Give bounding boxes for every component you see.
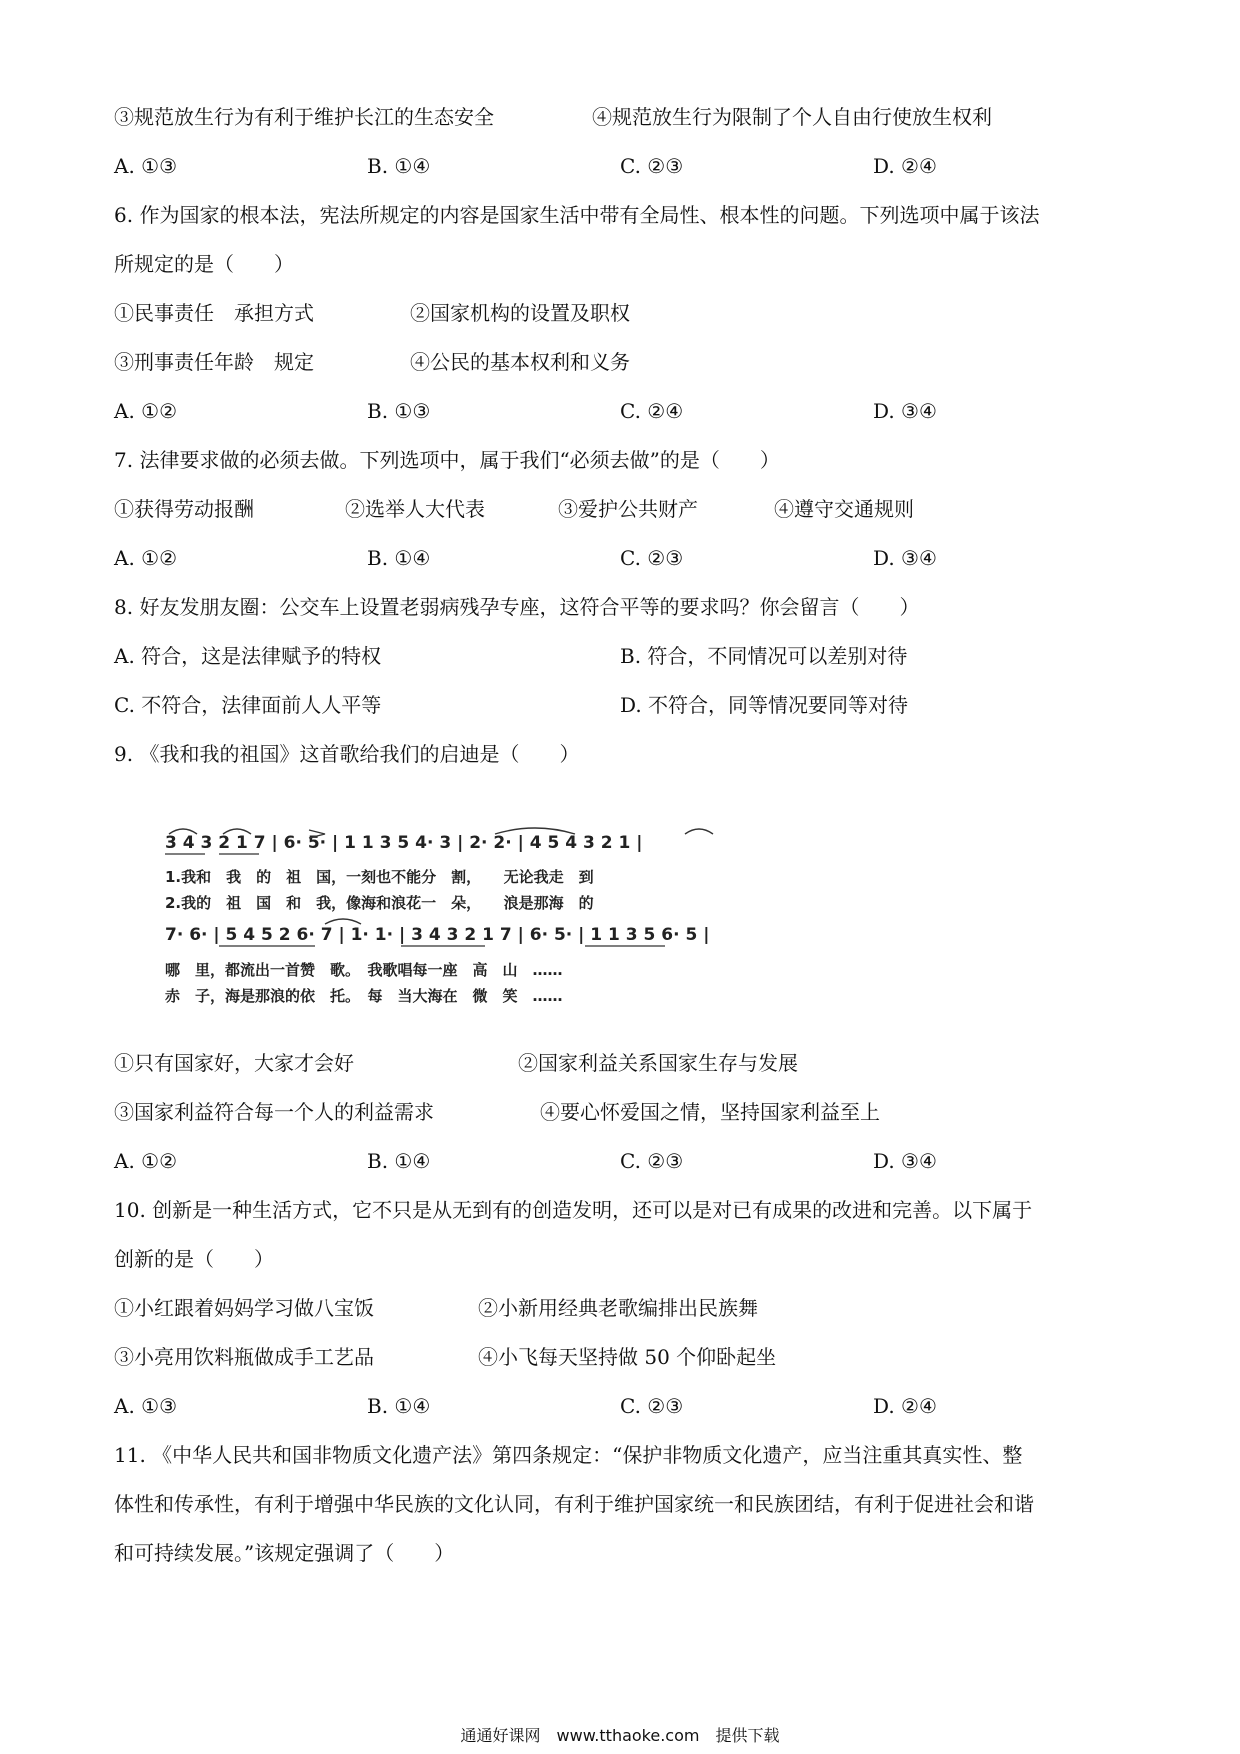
q9-option-b: B. ①④ xyxy=(367,1149,431,1173)
q6-statement-1: ①民事责任 承担方式 xyxy=(114,301,314,325)
q6-statement-2: ②国家机构的设置及职权 xyxy=(410,301,630,325)
score-notes-row-2: 7· 6· | 5 4 5 2 6· 7 | 1· 1· | 3 4 3 2 1 7 | 6· 5· | 1 1 3 5 6· 5 | xyxy=(165,925,710,945)
q9-statement-3: ③国家利益符合每一个人的利益需求 xyxy=(114,1100,434,1124)
q5-option-c: C. ②③ xyxy=(620,154,684,178)
q9-option-a: A. ①② xyxy=(114,1149,178,1173)
q9-statement-1: ①只有国家好，大家才会好 xyxy=(114,1051,354,1075)
q5-option-d: D. ②④ xyxy=(873,154,937,178)
q10-option-d: D. ②④ xyxy=(873,1394,937,1418)
q10-stem-line-2: 创新的是（ ） xyxy=(114,1247,274,1271)
score-notes-row-1: 3 4 3 2 1 7 | 6· 5· | 1 1 3 5 4· 3 | 2· 2· | 4 5 4 3 2 1 | xyxy=(165,833,643,853)
q6-option-d: D. ③④ xyxy=(873,399,937,423)
score-lyric-verse-1a: 1.我和 我 的 祖 国，一刻也不能分 割， 无论我走 到 xyxy=(165,868,594,886)
q7-statement-3: ③爱护公共财产 xyxy=(558,497,698,521)
q7-statement-2: ②选举人大代表 xyxy=(345,497,485,521)
q6-option-b: B. ①③ xyxy=(367,399,431,423)
q5-statement-4: ④规范放生行为限制了个人自由行使放生权利 xyxy=(592,105,992,129)
q9-statement-4: ④要心怀爱国之情，坚持国家利益至上 xyxy=(540,1100,880,1124)
q5-option-a: A. ①③ xyxy=(114,154,178,178)
download-footer: 通通好课网 www.tthaoke.com 提供下载 xyxy=(460,1726,780,1745)
q8-option-a: A. 符合，这是法律赋予的特权 xyxy=(114,644,382,668)
score-lyric-verse-2b: 赤 子，海是那浪的依 托。 每 当大海在 微 笑 …… xyxy=(165,987,563,1005)
q6-option-a: A. ①② xyxy=(114,399,178,423)
q10-statement-1: ①小红跟着妈妈学习做八宝饭 xyxy=(114,1296,374,1320)
q6-stem-line-2: 所规定的是（ ） xyxy=(114,252,294,276)
q7-option-b: B. ①④ xyxy=(367,546,431,570)
slur-mark xyxy=(325,919,361,924)
q7-option-a: A. ①② xyxy=(114,546,178,570)
q9-statement-2: ②国家利益关系国家生存与发展 xyxy=(518,1051,798,1075)
q7-statement-4: ④遵守交通规则 xyxy=(774,497,914,521)
q9-stem: 9. 《我和我的祖国》这首歌给我们的启迪是（ ） xyxy=(114,742,580,766)
score-lyric-verse-2a: 哪 里，都流出一首赞 歌。 我歌唱每一座 高 山 …… xyxy=(165,961,563,979)
q10-statement-4: ④小飞每天坚持做 50 个仰卧起坐 xyxy=(478,1345,777,1369)
q9-option-c: C. ②③ xyxy=(620,1149,684,1173)
q6-statement-4: ④公民的基本权利和义务 xyxy=(410,350,630,374)
q5-statement-3: ③规范放生行为有利于维护长江的生态安全 xyxy=(114,105,494,129)
q10-statement-2: ②小新用经典老歌编排出民族舞 xyxy=(478,1296,758,1320)
song-score-image xyxy=(165,812,750,1012)
q8-option-d: D. 不符合，同等情况要同等对待 xyxy=(620,693,909,717)
q8-option-b: B. 符合，不同情况可以差别对待 xyxy=(620,644,908,668)
song-score xyxy=(165,812,750,1012)
q5-option-b: B. ①④ xyxy=(367,154,431,178)
q11-stem-line-3: 和可持续发展。”该规定强调了（ ） xyxy=(114,1541,455,1565)
q6-stem-line-1: 6. 作为国家的根本法，宪法所规定的内容是国家生活中带有全局性、根本性的问题。下列选项中属于该法 xyxy=(114,203,1040,227)
q11-stem-line-1: 11. 《中华人民共和国非物质文化遗产法》第四条规定：“保护非物质文化遗产，应当注重其真实性、整 xyxy=(114,1443,1023,1467)
q7-option-d: D. ③④ xyxy=(873,546,937,570)
slur-mark xyxy=(685,829,713,834)
q7-stem: 7. 法律要求做的必须去做。下列选项中，属于我们“必须去做”的是（ ） xyxy=(114,448,780,472)
q10-statement-3: ③小亮用饮料瓶做成手工艺品 xyxy=(114,1345,374,1369)
q6-statement-3: ③刑事责任年龄 规定 xyxy=(114,350,314,374)
q10-option-b: B. ①④ xyxy=(367,1394,431,1418)
q10-stem-line-1: 10. 创新是一种生活方式，它不只是从无到有的创造发明，还可以是对已有成果的改进和完善。以下属于 xyxy=(114,1198,1033,1222)
q8-stem: 8. 好友发朋友圈：公交车上设置老弱病残孕专座，这符合平等的要求吗？你会留言（ ） xyxy=(114,595,920,619)
q7-statement-1: ①获得劳动报酬 xyxy=(114,497,254,521)
q9-option-d: D. ③④ xyxy=(873,1149,937,1173)
q10-option-a: A. ①③ xyxy=(114,1394,178,1418)
q7-option-c: C. ②③ xyxy=(620,546,684,570)
q11-stem-line-2: 体性和传承性，有利于增强中华民族的文化认同，有利于维护国家统一和民族团结，有利于促进社会和谐 xyxy=(114,1492,1034,1516)
score-lyric-verse-1b: 2.我的 祖 国 和 我，像海和浪花一 朵， 浪是那海 的 xyxy=(165,894,594,912)
q10-option-c: C. ②③ xyxy=(620,1394,684,1418)
q6-option-c: C. ②④ xyxy=(620,399,684,423)
q8-option-c: C. 不符合，法律面前人人平等 xyxy=(114,693,382,717)
